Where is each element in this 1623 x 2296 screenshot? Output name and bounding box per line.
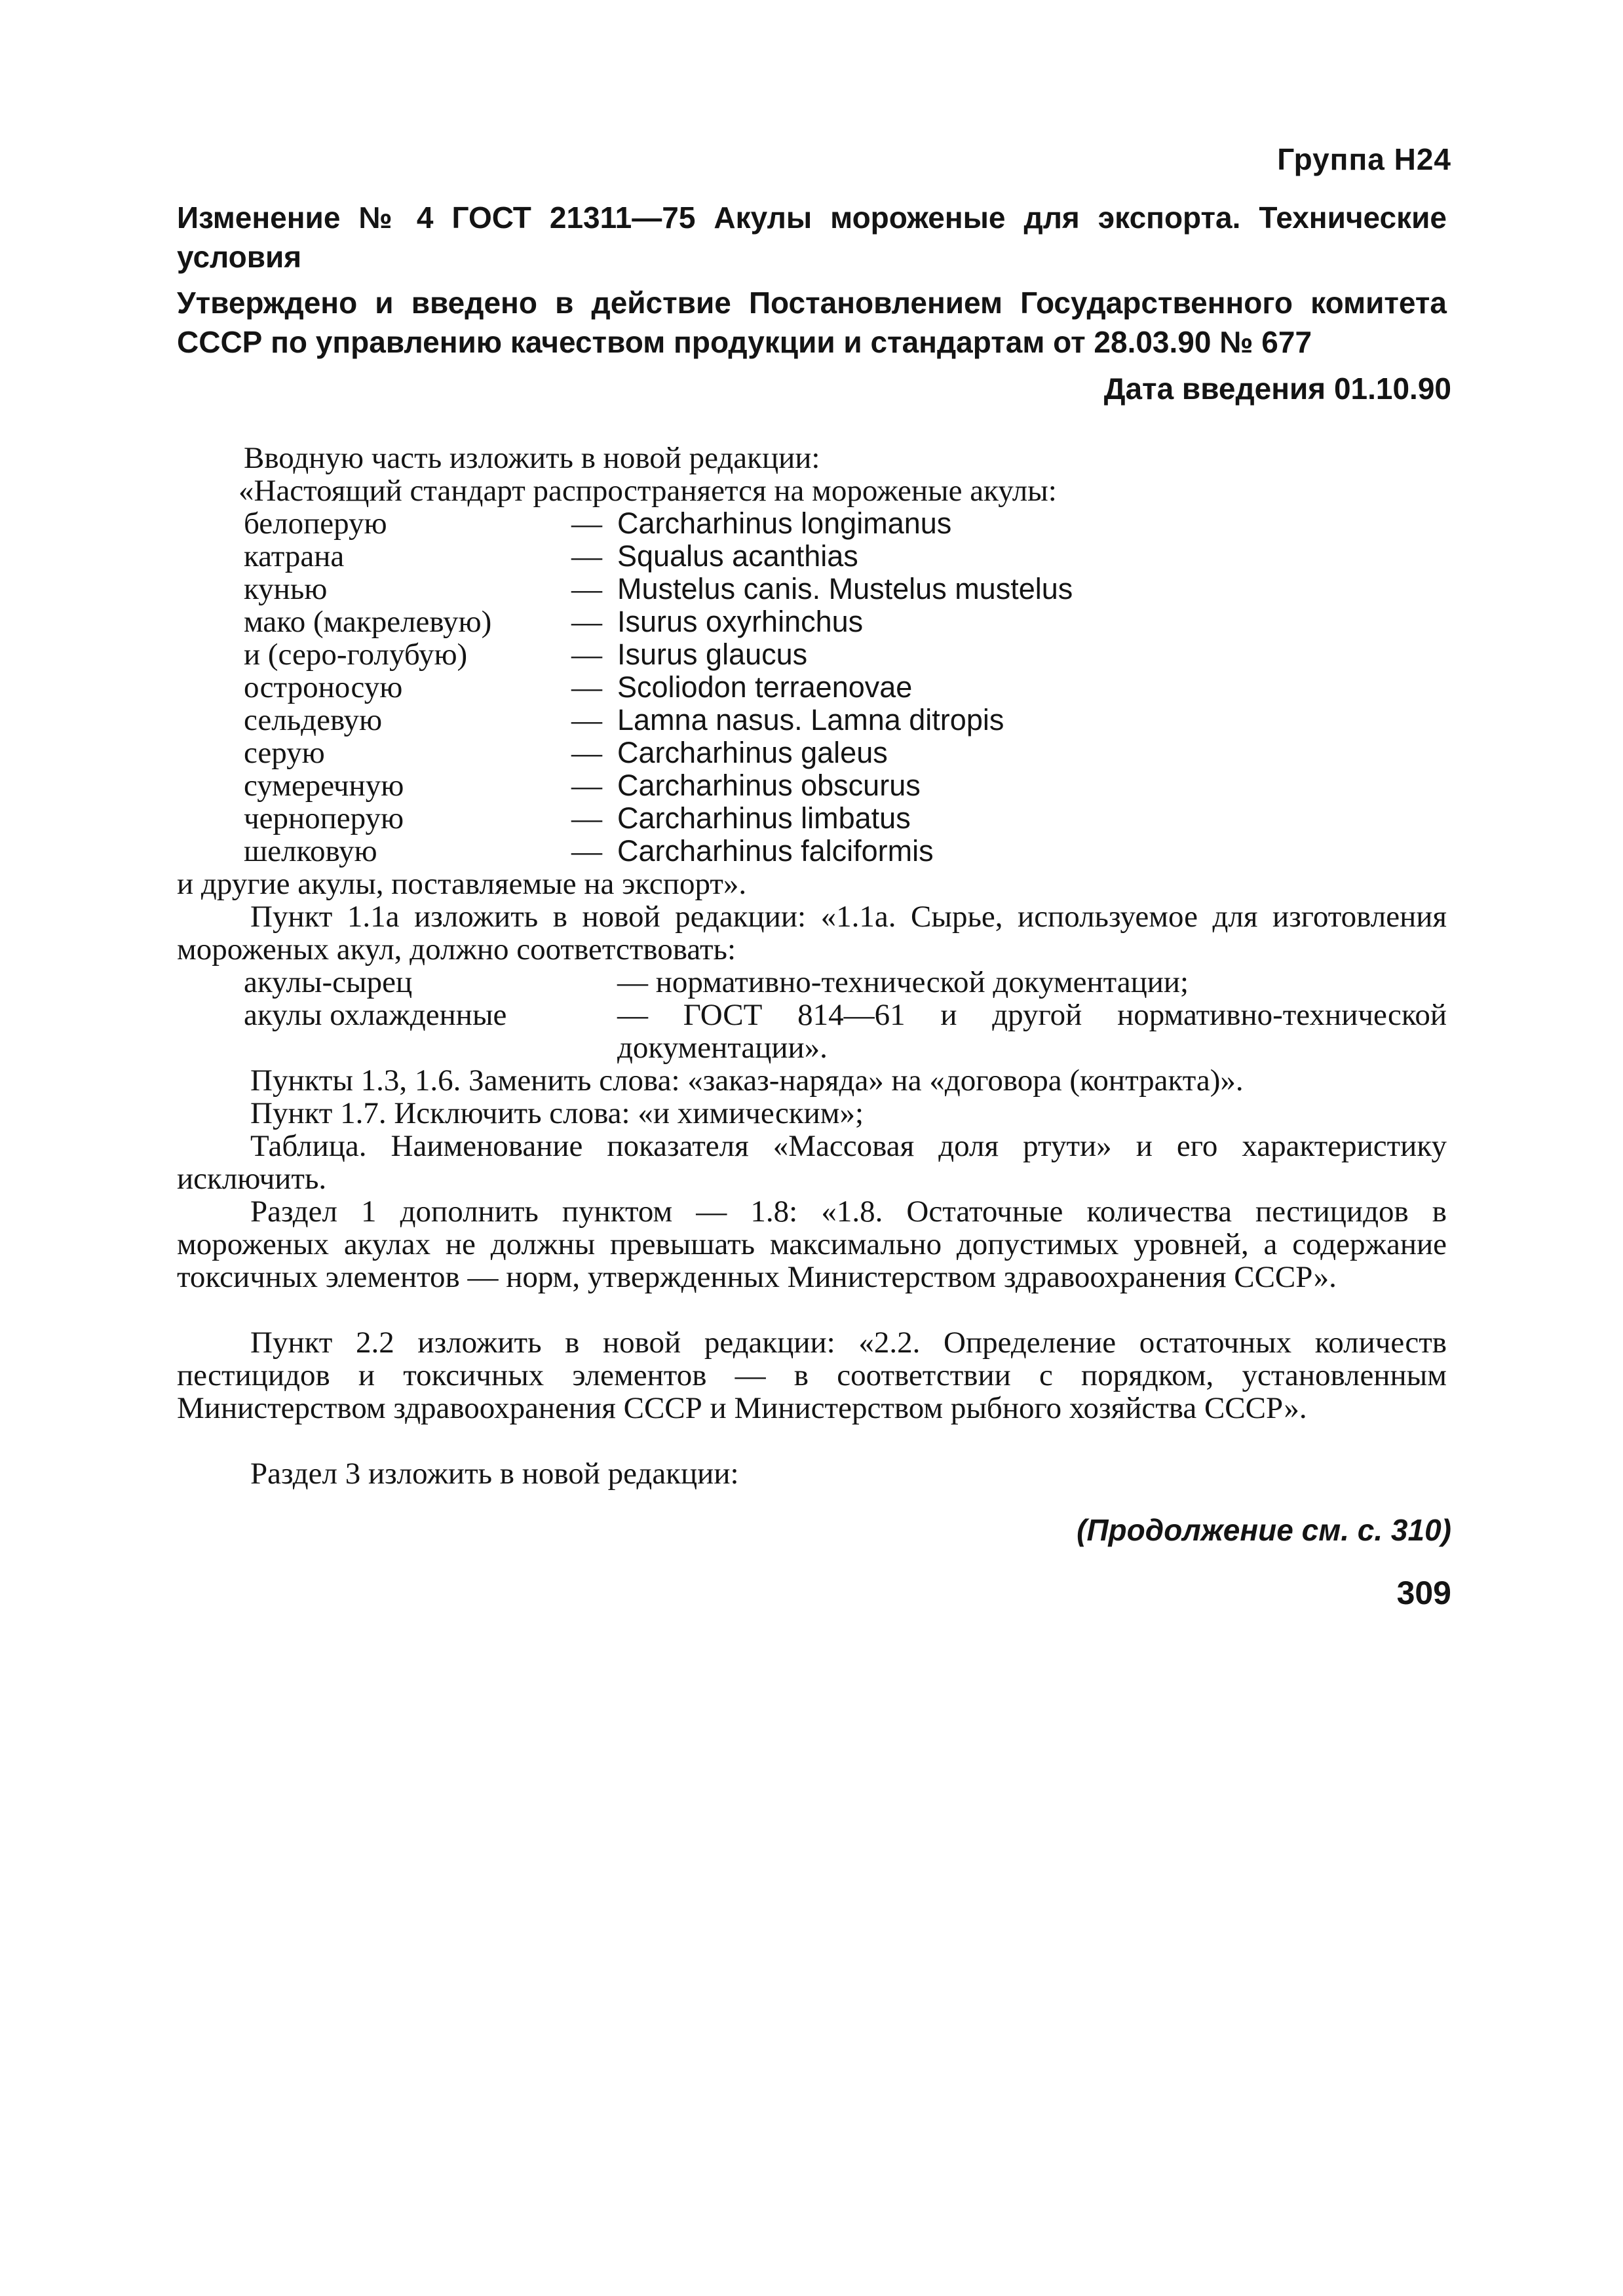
paragraph-section-1 [177, 1195, 1447, 1293]
species-ru: шелковую [244, 834, 377, 868]
paragraph-1-7 [177, 1097, 1447, 1130]
species-ru: остроносую [244, 670, 403, 704]
paragraph-1-3 [177, 1064, 1447, 1097]
species-dash: — [571, 638, 602, 672]
effective-date-label: Дата введения [1103, 372, 1326, 406]
species-latin: Isurus glaucus [617, 638, 808, 671]
species-ru: серую [244, 736, 325, 770]
paragraph-section-3 [177, 1457, 1447, 1490]
requirement-value: — нормативно-технической документации; [617, 965, 1189, 999]
species-latin: Lamna nasus. Lamna ditropis [617, 703, 1004, 737]
species-latin: Carcharhinus galeus [617, 736, 888, 769]
species-dash: — [571, 801, 602, 835]
requirement-label: акулы-сырец [244, 965, 413, 999]
paragraph-2-2 [177, 1326, 1447, 1425]
species-ru: катрана [244, 539, 345, 573]
requirement-value: — ГОСТ 814—61 и другой нормативно-технической документации». [617, 998, 1447, 1065]
paragraph-2-2-text: Пункт 2.2 изложить в новой редакции: «2.2. Определение остаточных количеств пестицидов и токсичных элементов — в соответствии с порядком, установленным Министерством здравоохранения СССР и Министерством рыбного хозяйства СССР». [177, 1326, 1447, 1425]
paragraph-1-1a [177, 900, 1447, 966]
paragraph-section-1-text: Раздел 1 дополнить пунктом — 1.8: «1.8. Остаточные количества пестицидов в мороженых акулах не должны превышать максимально допустимых уровней, а содержание токсичных элементов — норм, утвержденных Министерством здравоохранения СССР». [177, 1195, 1447, 1294]
paragraph-table-text: Таблица. Наименование показателя «Массовая доля ртути» и его характеристику исключить. [177, 1129, 1447, 1196]
species-dash: — [571, 670, 602, 704]
species-ru: сельдевую [244, 703, 383, 737]
species-dash: — [571, 572, 602, 606]
intro-closing: и другие акулы, поставляемые на экспорт». [177, 867, 747, 901]
species-latin: Carcharhinus falciformis [617, 834, 934, 868]
species-latin: Squalus acanthias [617, 539, 858, 573]
species-ru: сумеречную [244, 769, 404, 803]
paragraph-section-3-text: Раздел 3 изложить в новой редакции: [250, 1457, 739, 1491]
continuation-note: (Продолжение см. с. 310) [1077, 1513, 1451, 1547]
intro-scope: «Настоящий стандарт распространяется на мороженые акулы: [239, 474, 1057, 508]
paragraph-1-1a-text: Пункт 1.1а изложить в новой редакции: «1.1а. Сырье, используемое для изготовления мороженых акул, должно соответствовать: [177, 900, 1447, 966]
species-ru: белоперую [244, 507, 387, 541]
effective-date [1104, 371, 1451, 406]
species-dash: — [571, 507, 602, 541]
species-ru: черноперую [244, 801, 404, 835]
species-dash: — [571, 769, 602, 803]
approval-statement: Утверждено и введено в действие Постановлением Государственного комитета СССР по управлению качеством продукции и стандартам от 28.03.90 № 677 [177, 286, 1447, 359]
species-latin: Scoliodon terraenovae [617, 670, 913, 704]
species-ru: кунью [244, 572, 328, 606]
species-dash: — [571, 834, 602, 868]
requirement-label: акулы охлажденные [244, 998, 507, 1032]
effective-date-value: 01.10.90 [1333, 372, 1451, 406]
intro-instruction: Вводную часть изложить в новой редакции: [244, 441, 820, 475]
paragraph-table [177, 1130, 1447, 1195]
group-code: Группа Н24 [1277, 142, 1451, 176]
species-latin: Carcharhinus limbatus [617, 801, 911, 835]
species-latin: Carcharhinus longimanus [617, 507, 952, 540]
amendment-title: Изменение № 4 ГОСТ 21311—75 Акулы мороженые для экспорта. Технические условия [177, 201, 1447, 274]
paragraph-1-7-text: Пункт 1.7. Исключить слова: «и химическим»; [250, 1096, 864, 1130]
species-ru: мако (макрелевую) [244, 605, 492, 639]
species-latin: Mustelus canis. Mustelus mustelus [617, 572, 1073, 605]
species-latin: Carcharhinus obscurus [617, 769, 921, 802]
species-latin: Isurus oxyrhinchus [617, 605, 864, 638]
page-number: 309 [1396, 1575, 1451, 1611]
species-dash: — [571, 539, 602, 573]
paragraph-1-3-text: Пункты 1.3, 1.6. Заменить слова: «заказ-наряда» на «договора (контракта)». [250, 1063, 1244, 1098]
species-ru: и (серо-голубую) [244, 638, 468, 672]
species-dash: — [571, 703, 602, 737]
species-dash: — [571, 605, 602, 639]
species-dash: — [571, 736, 602, 770]
